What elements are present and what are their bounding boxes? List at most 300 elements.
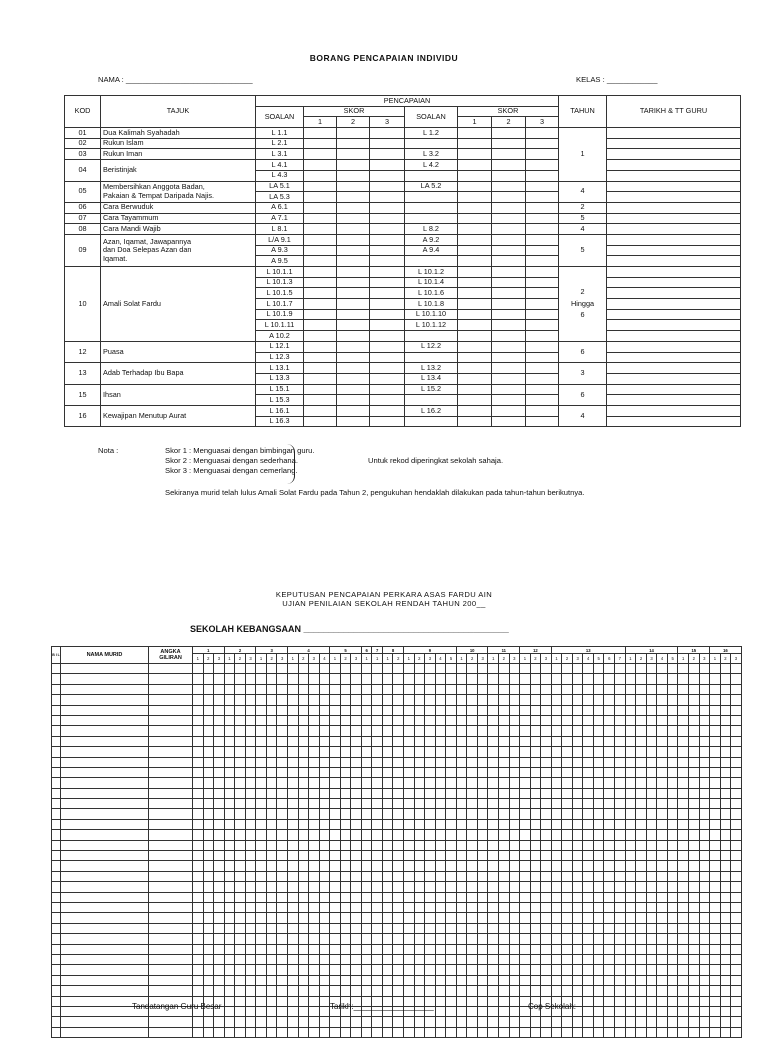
skor-cell[interactable]	[583, 923, 594, 933]
nama-murid-cell[interactable]	[61, 871, 149, 881]
skor-cell[interactable]	[551, 986, 562, 996]
skor-cell[interactable]	[370, 299, 405, 310]
skor-cell[interactable]	[625, 747, 636, 757]
skor-cell[interactable]	[499, 923, 510, 933]
skor-cell[interactable]	[492, 138, 526, 149]
skor-cell[interactable]	[393, 923, 404, 933]
skor-cell[interactable]	[731, 965, 742, 975]
skor-cell[interactable]	[309, 840, 320, 850]
skor-cell[interactable]	[382, 913, 393, 923]
skor-cell[interactable]	[657, 1027, 668, 1037]
skor-cell[interactable]	[593, 705, 604, 715]
skor-cell[interactable]	[562, 664, 573, 674]
skor-cell[interactable]	[203, 944, 214, 954]
skor-cell[interactable]	[330, 954, 341, 964]
skor-cell[interactable]	[551, 851, 562, 861]
skor-cell[interactable]	[245, 954, 256, 964]
skor-cell[interactable]	[446, 934, 457, 944]
skor-cell[interactable]	[193, 882, 204, 892]
skor-cell[interactable]	[488, 871, 499, 881]
skor-cell[interactable]	[509, 747, 520, 757]
skor-cell[interactable]	[541, 809, 552, 819]
skor-cell[interactable]	[193, 664, 204, 674]
skor-cell[interactable]	[699, 1027, 710, 1037]
skor-cell[interactable]	[277, 871, 288, 881]
skor-cell[interactable]	[699, 726, 710, 736]
skor-cell[interactable]	[509, 975, 520, 985]
skor-cell[interactable]	[370, 192, 405, 203]
skor-cell[interactable]	[657, 715, 668, 725]
skor-cell[interactable]	[678, 767, 689, 777]
skor-cell[interactable]	[304, 331, 337, 342]
skor-cell[interactable]	[425, 840, 436, 850]
skor-cell[interactable]	[435, 830, 446, 840]
skor-cell[interactable]	[404, 684, 415, 694]
skor-cell[interactable]	[193, 819, 204, 829]
angka-giliran-cell[interactable]	[149, 944, 193, 954]
skor-cell[interactable]	[193, 986, 204, 996]
skor-cell[interactable]	[425, 715, 436, 725]
skor-cell[interactable]	[492, 320, 526, 331]
skor-cell[interactable]	[583, 1006, 594, 1016]
skor-cell[interactable]	[319, 944, 330, 954]
skor-cell[interactable]	[710, 819, 721, 829]
skor-cell[interactable]	[678, 830, 689, 840]
skor-cell[interactable]	[351, 674, 362, 684]
skor-cell[interactable]	[337, 341, 370, 352]
skor-cell[interactable]	[351, 861, 362, 871]
skor-cell[interactable]	[256, 830, 267, 840]
skor-cell[interactable]	[330, 747, 341, 757]
skor-cell[interactable]	[636, 861, 647, 871]
skor-cell[interactable]	[530, 892, 541, 902]
skor-cell[interactable]	[319, 767, 330, 777]
skor-cell[interactable]	[499, 1006, 510, 1016]
skor-cell[interactable]	[678, 819, 689, 829]
skor-cell[interactable]	[492, 363, 526, 374]
skor-cell[interactable]	[646, 913, 657, 923]
skor-cell[interactable]	[492, 373, 526, 384]
skor-cell[interactable]	[203, 1027, 214, 1037]
skor-cell[interactable]	[731, 715, 742, 725]
skor-cell[interactable]	[593, 840, 604, 850]
skor-cell[interactable]	[456, 996, 467, 1006]
skor-cell[interactable]	[304, 320, 337, 331]
skor-cell[interactable]	[467, 705, 478, 715]
bil-cell[interactable]	[52, 747, 61, 757]
skor-cell[interactable]	[298, 882, 309, 892]
skor-cell[interactable]	[304, 288, 337, 299]
skor-cell[interactable]	[458, 405, 492, 416]
skor-cell[interactable]	[330, 934, 341, 944]
skor-cell[interactable]	[337, 267, 370, 278]
tarikh-cell[interactable]	[607, 181, 741, 192]
skor-cell[interactable]	[382, 705, 393, 715]
skor-cell[interactable]	[393, 861, 404, 871]
skor-cell[interactable]	[319, 736, 330, 746]
nama-murid-cell[interactable]	[61, 1027, 149, 1037]
skor-cell[interactable]	[572, 986, 583, 996]
skor-cell[interactable]	[370, 149, 405, 160]
skor-cell[interactable]	[615, 913, 626, 923]
skor-cell[interactable]	[404, 747, 415, 757]
skor-cell[interactable]	[520, 892, 531, 902]
skor-cell[interactable]	[541, 715, 552, 725]
skor-cell[interactable]	[203, 674, 214, 684]
skor-cell[interactable]	[456, 674, 467, 684]
skor-cell[interactable]	[298, 902, 309, 912]
skor-cell[interactable]	[583, 726, 594, 736]
skor-cell[interactable]	[456, 736, 467, 746]
tarikh-cell[interactable]	[607, 202, 741, 213]
skor-cell[interactable]	[689, 819, 700, 829]
skor-cell[interactable]	[287, 851, 298, 861]
skor-cell[interactable]	[245, 1027, 256, 1037]
skor-cell[interactable]	[509, 861, 520, 871]
skor-cell[interactable]	[551, 674, 562, 684]
skor-cell[interactable]	[304, 245, 337, 256]
skor-cell[interactable]	[720, 736, 731, 746]
skor-cell[interactable]	[520, 944, 531, 954]
skor-cell[interactable]	[404, 778, 415, 788]
skor-cell[interactable]	[678, 799, 689, 809]
skor-cell[interactable]	[266, 799, 277, 809]
skor-cell[interactable]	[689, 851, 700, 861]
skor-cell[interactable]	[509, 684, 520, 694]
skor-cell[interactable]	[298, 851, 309, 861]
skor-cell[interactable]	[287, 809, 298, 819]
skor-cell[interactable]	[370, 384, 405, 395]
skor-cell[interactable]	[425, 778, 436, 788]
skor-cell[interactable]	[330, 778, 341, 788]
skor-cell[interactable]	[277, 809, 288, 819]
skor-cell[interactable]	[372, 767, 383, 777]
skor-cell[interactable]	[235, 715, 246, 725]
skor-cell[interactable]	[572, 757, 583, 767]
skor-cell[interactable]	[699, 986, 710, 996]
skor-cell[interactable]	[435, 913, 446, 923]
skor-cell[interactable]	[731, 684, 742, 694]
skor-cell[interactable]	[583, 674, 594, 684]
skor-cell[interactable]	[456, 965, 467, 975]
skor-cell[interactable]	[699, 861, 710, 871]
skor-cell[interactable]	[372, 705, 383, 715]
skor-cell[interactable]	[604, 975, 615, 985]
skor-cell[interactable]	[340, 778, 351, 788]
skor-cell[interactable]	[235, 819, 246, 829]
skor-cell[interactable]	[266, 674, 277, 684]
skor-cell[interactable]	[530, 902, 541, 912]
skor-cell[interactable]	[330, 882, 341, 892]
skor-cell[interactable]	[361, 871, 372, 881]
skor-cell[interactable]	[488, 1006, 499, 1016]
nama-murid-cell[interactable]	[61, 861, 149, 871]
skor-cell[interactable]	[298, 767, 309, 777]
skor-cell[interactable]	[337, 384, 370, 395]
skor-cell[interactable]	[488, 830, 499, 840]
skor-cell[interactable]	[298, 975, 309, 985]
skor-cell[interactable]	[277, 736, 288, 746]
bil-cell[interactable]	[52, 975, 61, 985]
nama-murid-cell[interactable]	[61, 664, 149, 674]
skor-cell[interactable]	[458, 170, 492, 181]
skor-cell[interactable]	[509, 830, 520, 840]
skor-cell[interactable]	[351, 767, 362, 777]
skor-cell[interactable]	[319, 809, 330, 819]
skor-cell[interactable]	[615, 674, 626, 684]
nama-murid-cell[interactable]	[61, 695, 149, 705]
skor-cell[interactable]	[710, 1027, 721, 1037]
skor-cell[interactable]	[520, 674, 531, 684]
skor-cell[interactable]	[245, 736, 256, 746]
skor-cell[interactable]	[446, 767, 457, 777]
skor-cell[interactable]	[266, 1006, 277, 1016]
skor-cell[interactable]	[572, 715, 583, 725]
skor-cell[interactable]	[370, 405, 405, 416]
skor-cell[interactable]	[404, 851, 415, 861]
skor-cell[interactable]	[456, 934, 467, 944]
skor-cell[interactable]	[319, 871, 330, 881]
skor-cell[interactable]	[456, 1006, 467, 1016]
skor-cell[interactable]	[530, 819, 541, 829]
skor-cell[interactable]	[646, 799, 657, 809]
skor-cell[interactable]	[203, 892, 214, 902]
skor-cell[interactable]	[509, 913, 520, 923]
skor-cell[interactable]	[615, 892, 626, 902]
skor-cell[interactable]	[625, 861, 636, 871]
skor-cell[interactable]	[361, 819, 372, 829]
skor-cell[interactable]	[615, 944, 626, 954]
skor-cell[interactable]	[214, 861, 225, 871]
skor-cell[interactable]	[456, 892, 467, 902]
skor-cell[interactable]	[404, 767, 415, 777]
skor-cell[interactable]	[488, 705, 499, 715]
skor-cell[interactable]	[245, 965, 256, 975]
skor-cell[interactable]	[370, 138, 405, 149]
skor-cell[interactable]	[583, 715, 594, 725]
skor-cell[interactable]	[509, 819, 520, 829]
skor-cell[interactable]	[319, 1027, 330, 1037]
skor-cell[interactable]	[361, 736, 372, 746]
skor-cell[interactable]	[689, 882, 700, 892]
skor-cell[interactable]	[604, 664, 615, 674]
skor-cell[interactable]	[382, 684, 393, 694]
skor-cell[interactable]	[298, 674, 309, 684]
skor-cell[interactable]	[625, 778, 636, 788]
skor-cell[interactable]	[309, 902, 320, 912]
skor-cell[interactable]	[351, 871, 362, 881]
skor-cell[interactable]	[193, 975, 204, 985]
skor-cell[interactable]	[583, 778, 594, 788]
skor-cell[interactable]	[277, 892, 288, 902]
skor-cell[interactable]	[298, 684, 309, 694]
skor-cell[interactable]	[298, 861, 309, 871]
skor-cell[interactable]	[593, 954, 604, 964]
skor-cell[interactable]	[193, 934, 204, 944]
skor-cell[interactable]	[287, 674, 298, 684]
skor-cell[interactable]	[319, 986, 330, 996]
skor-cell[interactable]	[266, 809, 277, 819]
skor-cell[interactable]	[467, 902, 478, 912]
skor-cell[interactable]	[298, 819, 309, 829]
skor-cell[interactable]	[720, 892, 731, 902]
skor-cell[interactable]	[245, 840, 256, 850]
skor-cell[interactable]	[414, 778, 425, 788]
skor-cell[interactable]	[361, 1017, 372, 1027]
skor-cell[interactable]	[689, 757, 700, 767]
skor-cell[interactable]	[193, 954, 204, 964]
skor-cell[interactable]	[509, 726, 520, 736]
skor-cell[interactable]	[593, 715, 604, 725]
skor-cell[interactable]	[615, 767, 626, 777]
skor-cell[interactable]	[256, 819, 267, 829]
skor-cell[interactable]	[456, 664, 467, 674]
skor-cell[interactable]	[636, 705, 647, 715]
skor-cell[interactable]	[435, 1006, 446, 1016]
skor-cell[interactable]	[710, 851, 721, 861]
skor-cell[interactable]	[203, 747, 214, 757]
skor-cell[interactable]	[572, 788, 583, 798]
skor-cell[interactable]	[256, 705, 267, 715]
skor-cell[interactable]	[382, 830, 393, 840]
skor-cell[interactable]	[446, 1017, 457, 1027]
skor-cell[interactable]	[435, 705, 446, 715]
skor-cell[interactable]	[615, 684, 626, 694]
skor-cell[interactable]	[456, 1017, 467, 1027]
skor-cell[interactable]	[710, 767, 721, 777]
skor-cell[interactable]	[488, 757, 499, 767]
skor-cell[interactable]	[520, 767, 531, 777]
skor-cell[interactable]	[636, 799, 647, 809]
skor-cell[interactable]	[235, 788, 246, 798]
skor-cell[interactable]	[340, 851, 351, 861]
skor-cell[interactable]	[625, 788, 636, 798]
skor-cell[interactable]	[370, 320, 405, 331]
skor-cell[interactable]	[382, 788, 393, 798]
skor-cell[interactable]	[636, 902, 647, 912]
skor-cell[interactable]	[657, 840, 668, 850]
skor-cell[interactable]	[678, 778, 689, 788]
skor-cell[interactable]	[710, 975, 721, 985]
skor-cell[interactable]	[393, 684, 404, 694]
skor-cell[interactable]	[467, 1017, 478, 1027]
skor-cell[interactable]	[562, 986, 573, 996]
skor-cell[interactable]	[499, 715, 510, 725]
skor-cell[interactable]	[372, 726, 383, 736]
skor-cell[interactable]	[699, 954, 710, 964]
skor-cell[interactable]	[287, 996, 298, 1006]
skor-cell[interactable]	[593, 778, 604, 788]
skor-cell[interactable]	[710, 788, 721, 798]
skor-cell[interactable]	[477, 861, 488, 871]
skor-cell[interactable]	[425, 788, 436, 798]
skor-cell[interactable]	[477, 788, 488, 798]
tarikh-cell[interactable]	[607, 234, 741, 245]
skor-cell[interactable]	[636, 913, 647, 923]
skor-cell[interactable]	[488, 965, 499, 975]
skor-cell[interactable]	[477, 892, 488, 902]
skor-cell[interactable]	[731, 851, 742, 861]
skor-cell[interactable]	[224, 986, 235, 996]
skor-cell[interactable]	[435, 975, 446, 985]
skor-cell[interactable]	[467, 965, 478, 975]
skor-cell[interactable]	[710, 965, 721, 975]
skor-cell[interactable]	[393, 986, 404, 996]
skor-cell[interactable]	[309, 892, 320, 902]
skor-cell[interactable]	[467, 726, 478, 736]
skor-cell[interactable]	[256, 913, 267, 923]
skor-cell[interactable]	[266, 923, 277, 933]
skor-cell[interactable]	[456, 788, 467, 798]
skor-cell[interactable]	[393, 736, 404, 746]
skor-cell[interactable]	[646, 684, 657, 694]
skor-cell[interactable]	[235, 1006, 246, 1016]
skor-cell[interactable]	[298, 954, 309, 964]
skor-cell[interactable]	[467, 913, 478, 923]
skor-cell[interactable]	[304, 234, 337, 245]
skor-cell[interactable]	[636, 923, 647, 933]
skor-cell[interactable]	[266, 747, 277, 757]
skor-cell[interactable]	[393, 934, 404, 944]
skor-cell[interactable]	[425, 695, 436, 705]
skor-cell[interactable]	[551, 861, 562, 871]
skor-cell[interactable]	[309, 819, 320, 829]
skor-cell[interactable]	[414, 954, 425, 964]
tarikh-cell[interactable]	[607, 341, 741, 352]
skor-cell[interactable]	[488, 1017, 499, 1027]
skor-cell[interactable]	[203, 840, 214, 850]
skor-cell[interactable]	[625, 664, 636, 674]
skor-cell[interactable]	[203, 986, 214, 996]
skor-cell[interactable]	[657, 892, 668, 902]
angka-giliran-cell[interactable]	[149, 684, 193, 694]
skor-cell[interactable]	[435, 902, 446, 912]
skor-cell[interactable]	[404, 892, 415, 902]
skor-cell[interactable]	[562, 736, 573, 746]
skor-cell[interactable]	[551, 913, 562, 923]
skor-cell[interactable]	[720, 902, 731, 912]
skor-cell[interactable]	[446, 757, 457, 767]
skor-cell[interactable]	[720, 861, 731, 871]
skor-cell[interactable]	[492, 245, 526, 256]
skor-cell[interactable]	[604, 1006, 615, 1016]
skor-cell[interactable]	[572, 975, 583, 985]
skor-cell[interactable]	[266, 996, 277, 1006]
skor-cell[interactable]	[340, 975, 351, 985]
skor-cell[interactable]	[245, 923, 256, 933]
skor-cell[interactable]	[667, 861, 678, 871]
skor-cell[interactable]	[492, 149, 526, 160]
skor-cell[interactable]	[330, 809, 341, 819]
skor-cell[interactable]	[446, 778, 457, 788]
skor-cell[interactable]	[382, 809, 393, 819]
skor-cell[interactable]	[435, 695, 446, 705]
skor-cell[interactable]	[404, 757, 415, 767]
skor-cell[interactable]	[583, 861, 594, 871]
bil-cell[interactable]	[52, 736, 61, 746]
skor-cell[interactable]	[499, 965, 510, 975]
skor-cell[interactable]	[646, 674, 657, 684]
skor-cell[interactable]	[224, 975, 235, 985]
tarikh-cell[interactable]	[607, 245, 741, 256]
skor-cell[interactable]	[593, 986, 604, 996]
skor-cell[interactable]	[245, 882, 256, 892]
skor-cell[interactable]	[458, 363, 492, 374]
skor-cell[interactable]	[689, 674, 700, 684]
skor-cell[interactable]	[720, 1017, 731, 1027]
nama-murid-cell[interactable]	[61, 944, 149, 954]
skor-cell[interactable]	[319, 726, 330, 736]
